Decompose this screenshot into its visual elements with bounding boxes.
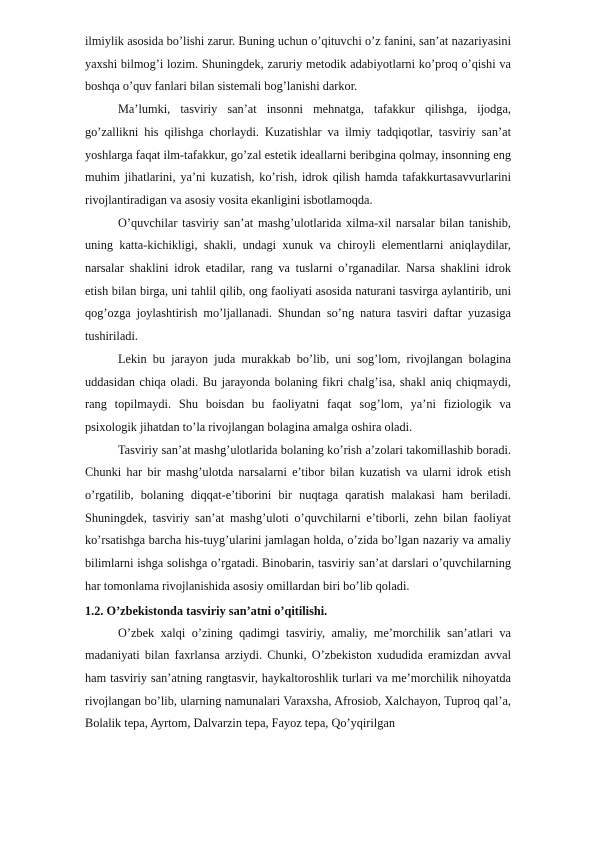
section-heading: 1.2. O’zbekistonda tasviriy san’atni o’qitilishi. [85,603,328,618]
document-page [85,30,511,735]
paragraph: Tasviriy san’at mashg’ulotlarida bolaning ko’rish a’zolari takomillashib boradi. Chunki har bir mashg’ulotda narsalarni e’tibor bilan kuzatish va ularni idrok etish o’rgatilib, bolaning diqqat-e’tiborini bir nuqtaga qaratish malakasi ham beriladi. Shuningdek, tasviriy san’at mashg’uloti o’quvchilarni e’tiborli, zehn bilan faoliyat ko’rsatishga barcha his-tuyg’ularini jamlagan holda, o’zida bo’lgan nazariy va amaliy bilimlarni ishga solishga o’rgatadi. Binobarin, tasviriy san’at darslari o’quvchilarning har tomonlama rivojlanishida asosiy omillardan biri bo’lib qoladi. [85,442,511,593]
section-paragraph: O’zbek xalqi o’zining qadimgi tasviriy, amaliy, me’morchilik san’atlari va madaniyati bilan faxrlansa arziydi. Chunki, O’zbekiston xududida eramizdan avval ham tasviriy san’atning rangtasvir, haykaltoroshlik turlari va me’morchilik nihoyatda rivojlangan bo’lib, ularning namunalari Varaxsha, Afrosiob, Xalchayon, Tuproq qal’a, Bolalik tepa, Ayrtom, Dalvarzin tepa, Fayoz tepa, Qo’yqirilgan [85,625,511,731]
paragraph: Ma’lumki, tasviriy san’at insonni mehnatga, tafakkur qilishga, ijodga, go’zallikni his qilishga chorlaydi. Kuzatishlar va ilmiy tadqiqotlar, tasviriy san’at yoshlarga faqat ilm-tafakkur, go’zal estetik ideallarni beribgina qolmay, insonning eng muhim jihatlarini, ya’ni kuzatish, ko’rish, idrok qilish hamda tafakkurtasavvurlarini rivojlantiradigan va asosiy vosita ekanligini isbotlamoqda. [85,102,511,207]
paragraph: Lekin bu jarayon juda murakkab bo’lib, uni sog’lom, rivojlangan bolagina uddasidan chiqa oladi. Bu jarayonda bolaning fikri chalg’isa, shakl aniq chiqmaydi, rang topilmaydi. Shu boisdan bu faoliyatni faqat sog’lom, ya’ni fiziologik va psixologik jihatdan to’la rivojlangan bolagina amalga oshira oladi. [85,351,511,434]
paragraph: O’quvchilar tasviriy san’at mashg’ulotlarida xilma-xil narsalar bilan tanishib, uning katta-kichikligi, shakli, undagi xunuk va chiroyli elementlarni aniqlaydilar, narsalar shaklini idrok etadilar, rang va tuslarni o’rganadilar. Narsa shaklini idrok etish bilan birga, uni tahlil qilib, ong faoliyati asosida naturani tasvirga aylantirib, uni qog’ozga joylashtirish mo’ljallanadi. Shundan so’ng natura tasviri daftar yuzasiga tushiriladi. [85,215,511,344]
paragraph-continued: ilmiylik asosida bo’lishi zarur. Buning uchun o’qituvchi o’z fanini, san’at nazariyasini yaxshi bilmog’i lozim. Shuningdek, zaruriy metodik adabiyotlarni ko’proq o’qishi va boshqa o’quv fanlari bilan sistemali bog’lanishi darkor. [85,34,511,94]
